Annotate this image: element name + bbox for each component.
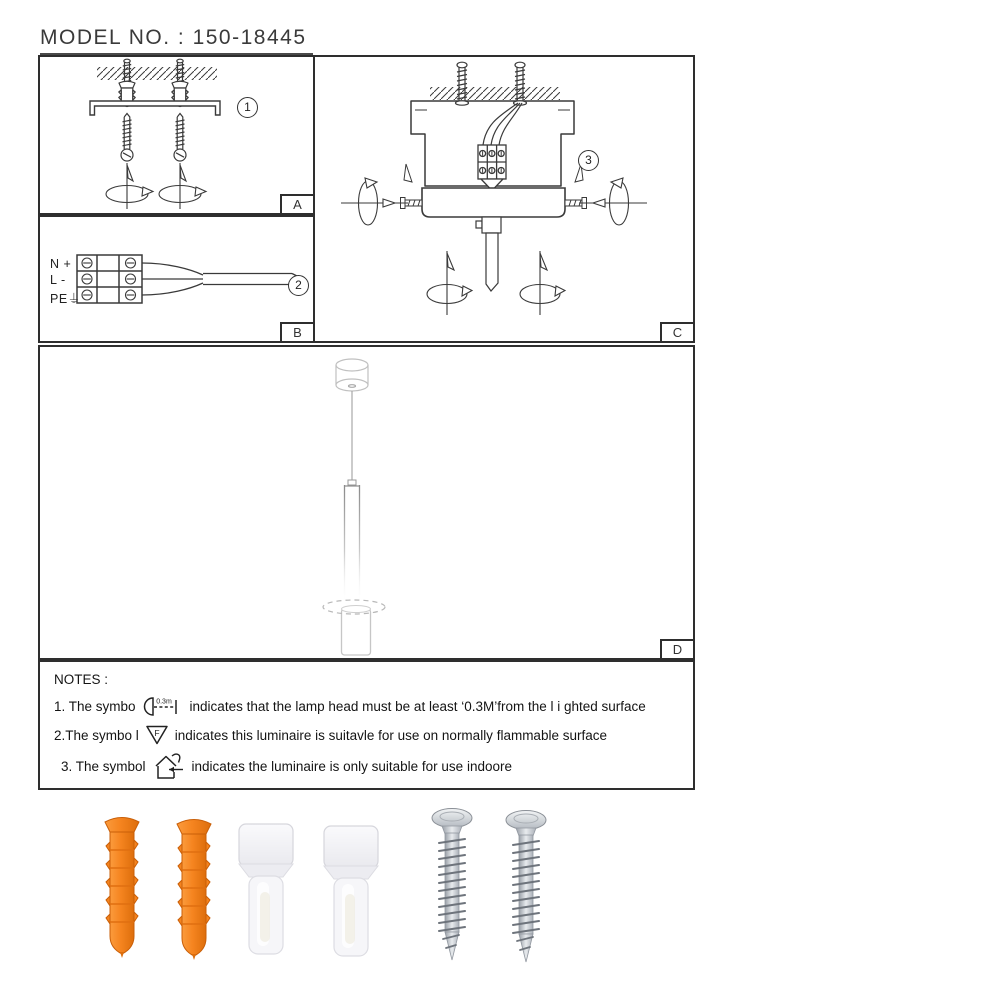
notes-section [38, 660, 695, 790]
panel-a-diagram [40, 57, 313, 213]
cord-grip [476, 217, 501, 291]
panel-c-label: C [660, 322, 693, 341]
panel-a-mounting-bracket [38, 55, 315, 215]
lamp-top-cap [348, 480, 356, 485]
rotate-arrow-icon [106, 163, 153, 209]
ceiling-hatch [430, 87, 560, 100]
note-1-text-after: indicates that the lamp head must be at least ‘0.3M’from the l i ghted surface [189, 698, 646, 714]
panel-b-label: B [280, 322, 313, 341]
indoor-use-house-icon [153, 753, 185, 780]
note-3-text-after: indicates the luminaire is only suitable for use indoore [191, 759, 512, 774]
note-3-text-before: 3. The symbol [61, 759, 146, 774]
note-1-text-before: 1. The symbo [54, 698, 136, 714]
pendant-lamp-illustration [40, 347, 693, 658]
panel-d-label: D [660, 639, 693, 658]
note-2-text-after: indicates this luminaire is suitavle for use on normally flammable surface [174, 727, 607, 743]
terminal-label-neutral: N + [50, 257, 72, 271]
notes-heading: NOTES : [54, 672, 109, 687]
step-number-badge: 2 [288, 275, 309, 296]
ceiling-canopy [336, 359, 368, 391]
mounting-screw-photo [422, 804, 482, 964]
panel-b-diagram [40, 217, 313, 341]
flammable-surface-F-icon [146, 725, 168, 745]
mounting-bracket [90, 101, 220, 115]
page-title: MODEL NO. : 150-18445 [40, 26, 313, 55]
arrow-flag-icon [404, 164, 412, 182]
wire-connector-cap-photo [318, 822, 384, 962]
rotate-arrow-icon [159, 163, 206, 209]
step-number-badge: 1 [237, 97, 258, 118]
panel-a-label: A [280, 194, 313, 213]
ceiling-hatch [97, 67, 217, 80]
rotate-arrow-icon [520, 251, 565, 315]
canopy [422, 188, 565, 217]
screw-icon [121, 114, 133, 162]
rotate-arrow-icon [427, 251, 472, 315]
note-item-3 [54, 753, 679, 780]
wall-plug-icon [172, 59, 188, 106]
distance-label: 0.3m [155, 698, 172, 706]
rotate-arrow-icon [579, 178, 647, 225]
rotate-arrow-icon [341, 178, 408, 225]
lamp-distance-icon [143, 695, 183, 717]
f-letter: F [154, 728, 160, 738]
wall-plug-icon [119, 59, 135, 106]
wire-connector-cap-photo [233, 820, 299, 960]
screw-icon [174, 114, 186, 162]
terminal-label-earth: PE⏚ [50, 292, 81, 306]
panel-d-pendant [38, 345, 695, 660]
panel-c-diagram [315, 57, 693, 341]
lamp-tube [345, 485, 360, 603]
note-2-text-before: 2.The symbo l [54, 727, 139, 743]
mounting-screw-photo [496, 806, 556, 966]
step-number-badge: 3 [578, 150, 599, 171]
note-item-2 [54, 725, 679, 745]
panel-c-canopy-install [313, 55, 695, 343]
wires [142, 263, 303, 295]
panel-b-wiring [38, 215, 315, 343]
note-item-1 [54, 695, 679, 717]
wall-plug-anchor-photo [172, 812, 216, 960]
wall-plug-anchor-photo [100, 810, 144, 958]
terminal-label-live: L - [50, 273, 66, 287]
